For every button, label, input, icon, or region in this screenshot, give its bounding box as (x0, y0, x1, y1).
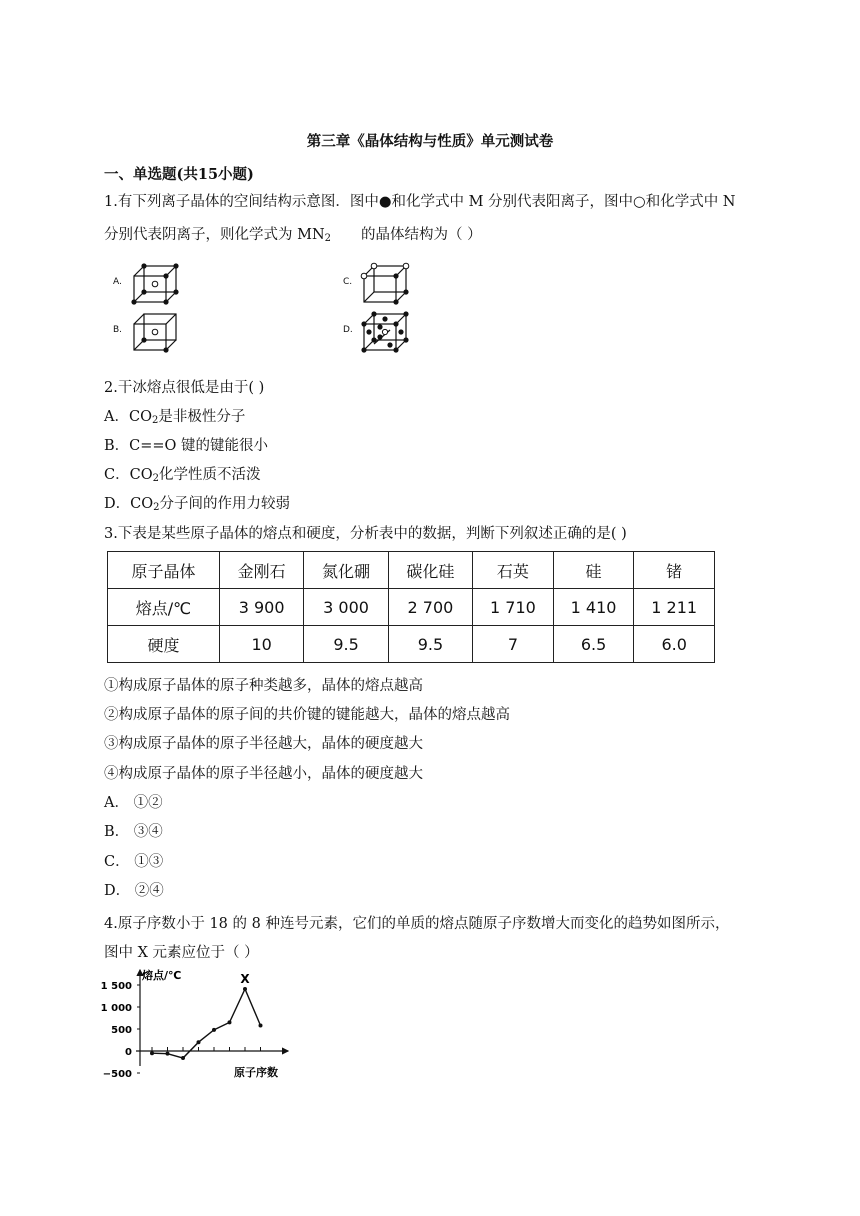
q2-option-c: C．$CO_2$化学性质不活泼 (104, 467, 261, 484)
table-cell: 6.5 (553, 626, 634, 663)
table-header-row (108, 552, 715, 589)
data-point (243, 987, 247, 991)
data-point (228, 1020, 232, 1024)
q3-option-d: D． ②④ (104, 883, 164, 899)
data-point (166, 1052, 170, 1056)
table-cell: 2 700 (388, 589, 472, 626)
crystal-structure-c (360, 262, 412, 306)
page-title: 第三章《晶体结构与性质》单元测试卷 (306, 133, 554, 150)
table-cell: 金刚石 (219, 552, 303, 589)
table-row (108, 589, 715, 626)
table-cell: 1 410 (553, 589, 634, 626)
table-cell: 锗 (634, 552, 715, 589)
q3-option-c: C． ①③ (104, 854, 164, 870)
cube-label-b: B. (113, 325, 123, 335)
q3-option-b: B． ③④ (104, 824, 163, 840)
table-cell: 碳化硅 (388, 552, 472, 589)
q2-option-a: A．$CO_2$是非极性分子 (104, 409, 246, 426)
melting-point-series-line (152, 989, 261, 1058)
crystal-structure-b (130, 310, 182, 354)
table-cell: 原子晶体 (108, 552, 220, 589)
y-tick-label: 1 500 (100, 981, 132, 992)
q3-statement-4: ④构成原子晶体的原子半径越小，晶体的硬度越大 (104, 766, 423, 782)
section-heading: 一、单选题(共15小题) (104, 166, 254, 183)
crystal-structure-a (130, 262, 182, 306)
chart-annotation-x: X (240, 971, 250, 986)
y-tick-label: 500 (111, 1025, 132, 1036)
q2-option-b: B．C==O 键的键能很小 (104, 438, 269, 454)
data-point (181, 1056, 185, 1060)
y-tick-label: −500 (102, 1069, 132, 1080)
q3-stem: 3.下表是某些原子晶体的熔点和硬度，分析表中的数据，判断下列叙述正确的是( ) (104, 526, 627, 542)
q3-statement-2: ②构成原子晶体的原子间的共价键的键能越大，晶体的熔点越高 (104, 707, 510, 723)
table-cell: 9.5 (388, 626, 472, 663)
q4-stem-line1: 4.原子序数小于 18 的 8 种连号元素，它们的单质的熔点随原子序数增大而变化的趋势如图所示， (104, 916, 730, 932)
data-point (150, 1051, 154, 1055)
q1-stem-line1: 1.有下列离子晶体的空间结构示意图．图中●和化学式中 M 分别代表阳离子，图中○和化学式中 N (104, 194, 736, 210)
q1-answer-blank: 的晶体结构为（ ） (361, 227, 482, 243)
q3-option-a: A． ①② (104, 795, 163, 811)
table-cell: 9.5 (304, 626, 388, 663)
table-cell: 氮化硼 (304, 552, 388, 589)
cube-label-c: C. (343, 277, 353, 287)
x-axis-label: 原子序数 (234, 1066, 278, 1079)
table-cell: 1 710 (473, 589, 554, 626)
q1-stem-line2 (104, 223, 482, 244)
y-axis-label: 熔点/℃ (142, 969, 182, 982)
table-cell: 硅 (553, 552, 634, 589)
table-cell: 1 211 (634, 589, 715, 626)
cube-label-a: A. (113, 277, 122, 287)
q2-option-d: D．$CO_2$分子间的作用力较弱 (104, 496, 290, 513)
table-cell: 3 000 (304, 589, 388, 626)
table-cell: 熔点/℃ (108, 589, 220, 626)
table-cell: 硬度 (108, 626, 220, 663)
crystal-structure-d (360, 310, 412, 354)
q3-statement-3: ③构成原子晶体的原子半径越大，晶体的硬度越大 (104, 736, 423, 752)
melting-point-chart (100, 966, 294, 1080)
table-cell: 3 900 (219, 589, 303, 626)
q1-formula-text: 分别代表阴离子，则化学式为 MN (104, 227, 325, 243)
y-tick-label: 0 (125, 1047, 132, 1058)
q2-stem: 2.干冰熔点很低是由于( ) (104, 380, 265, 396)
table-cell: 7 (473, 626, 554, 663)
q4-stem-line2: 图中 X 元素应位于（ ） (104, 945, 259, 961)
table-cell: 6.0 (634, 626, 715, 663)
data-point (259, 1023, 263, 1027)
q1-formula-sub: 2 (324, 233, 332, 244)
cube-label-d: D. (343, 325, 353, 335)
y-tick-label: 1 000 (100, 1003, 132, 1014)
data-point (212, 1028, 216, 1032)
table-row (108, 626, 715, 663)
q3-statement-1: ①构成原子晶体的原子种类越多，晶体的熔点越高 (104, 678, 423, 694)
data-point (197, 1040, 201, 1044)
table-cell: 石英 (473, 552, 554, 589)
atomic-crystal-table (107, 551, 715, 663)
table-cell: 10 (219, 626, 303, 663)
